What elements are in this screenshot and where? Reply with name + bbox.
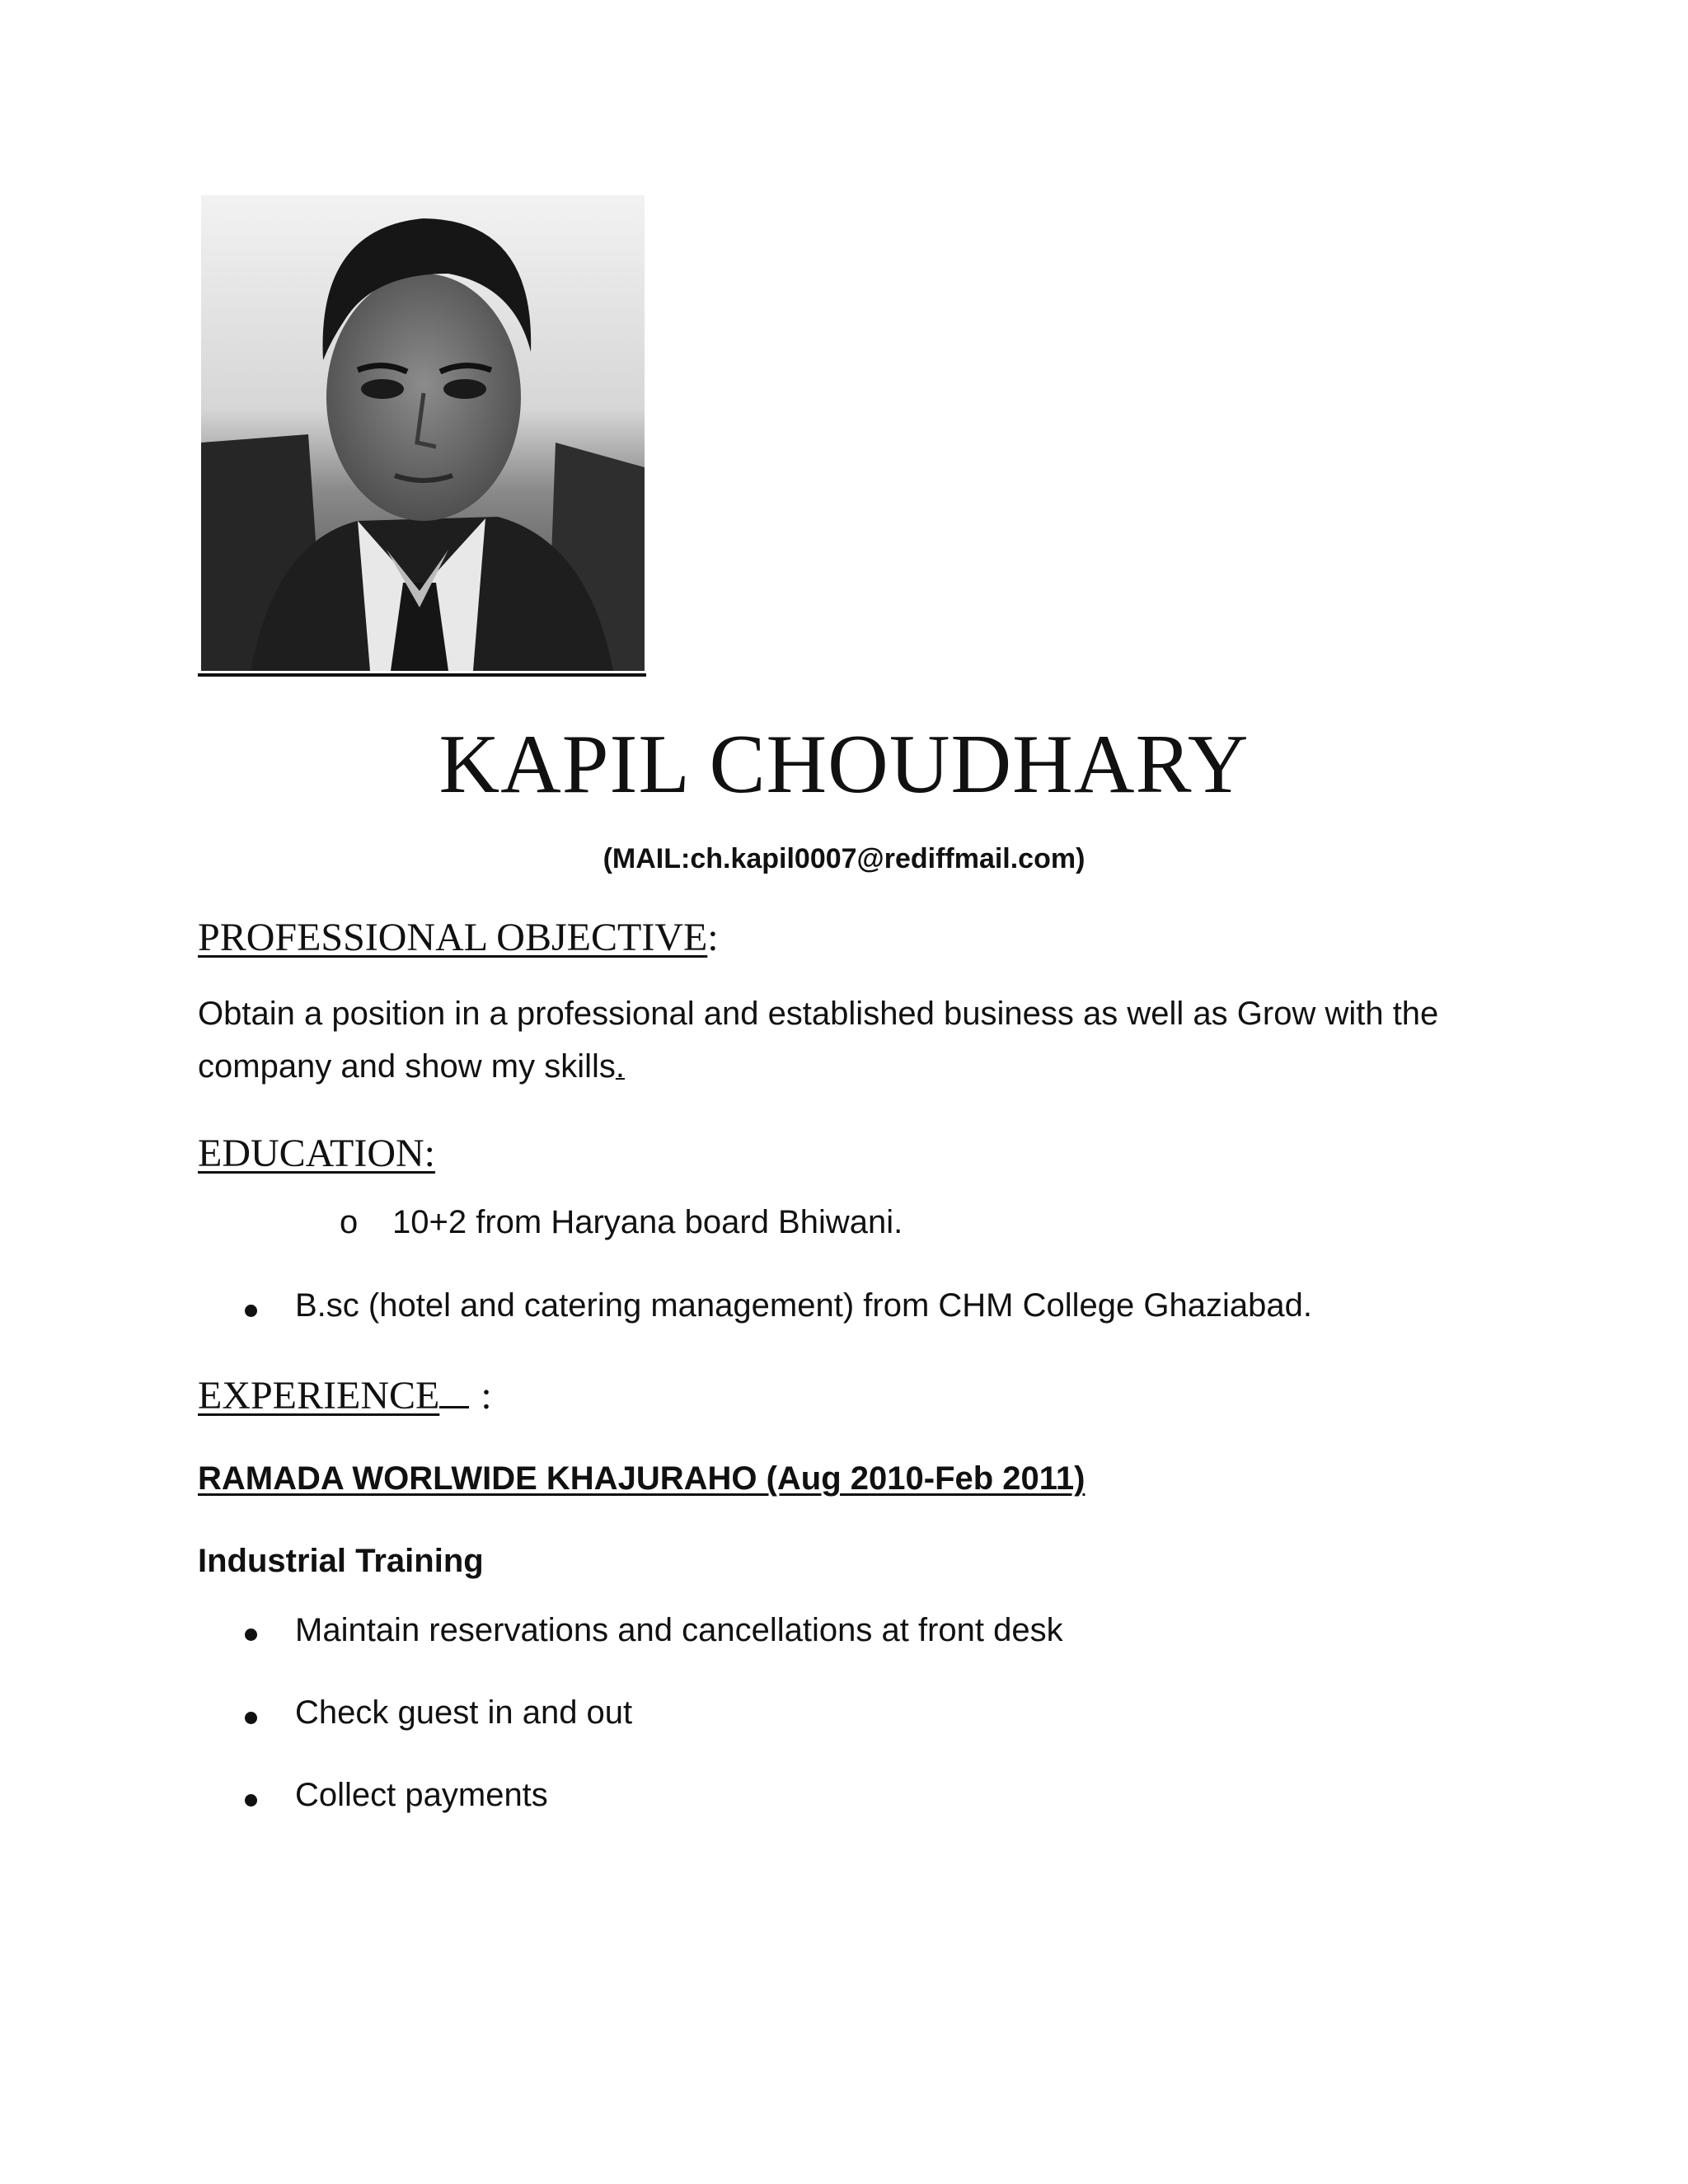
- education-heading-text: EDUCATION:: [198, 1132, 435, 1175]
- email-line: (MAIL:ch.kapil0007@rediffmail.com): [603, 843, 1085, 874]
- portrait-photo: [201, 195, 645, 671]
- objective-heading: [198, 913, 719, 963]
- portrait-photo-icon: [201, 195, 645, 671]
- experience-heading-colon: :: [481, 1374, 492, 1418]
- candidate-name: KAPIL CHOUDHARY: [438, 718, 1250, 811]
- role-title: Industrial Training: [198, 1543, 484, 1579]
- objective-body: Obtain a position in a professional and established business as well as Grow with the company and show my skills: [198, 996, 1439, 1085]
- experience-heading-text: EXPERIENCE: [198, 1374, 440, 1418]
- experience-heading-underline-gap: [439, 1399, 469, 1408]
- bullet-icon: [245, 1794, 257, 1807]
- bullet-icon: [245, 1712, 257, 1724]
- objective-heading-colon: :: [707, 916, 719, 959]
- experience-heading: [198, 1371, 492, 1421]
- experience-item: Maintain reservations and cancellations at front desk: [295, 1612, 1063, 1648]
- objective-text: [198, 987, 1508, 1093]
- bullet-icon: [245, 1629, 257, 1641]
- objective-period: .: [615, 1048, 625, 1085]
- bullet-icon: [245, 1305, 257, 1317]
- education-item-1-text: 10+2 from Haryana board Bhiwani.: [392, 1204, 903, 1240]
- photo-underline: [198, 673, 646, 677]
- experience-item: Collect payments: [295, 1777, 548, 1813]
- education-item-hollow: [340, 1199, 358, 1245]
- hollow-bullet-icon: o: [340, 1204, 359, 1240]
- objective-heading-text: PROFESSIONAL OBJECTIVE: [198, 916, 708, 959]
- education-item-2-text: B.sc (hotel and catering management) from CHM College Ghaziabad.: [295, 1287, 1312, 1324]
- education-heading: [198, 1129, 435, 1179]
- employer-line: RAMADA WORLWIDE KHAJURAHO (Aug 2010-Feb 2011): [198, 1460, 1085, 1497]
- experience-item: Check guest in and out: [295, 1694, 633, 1731]
